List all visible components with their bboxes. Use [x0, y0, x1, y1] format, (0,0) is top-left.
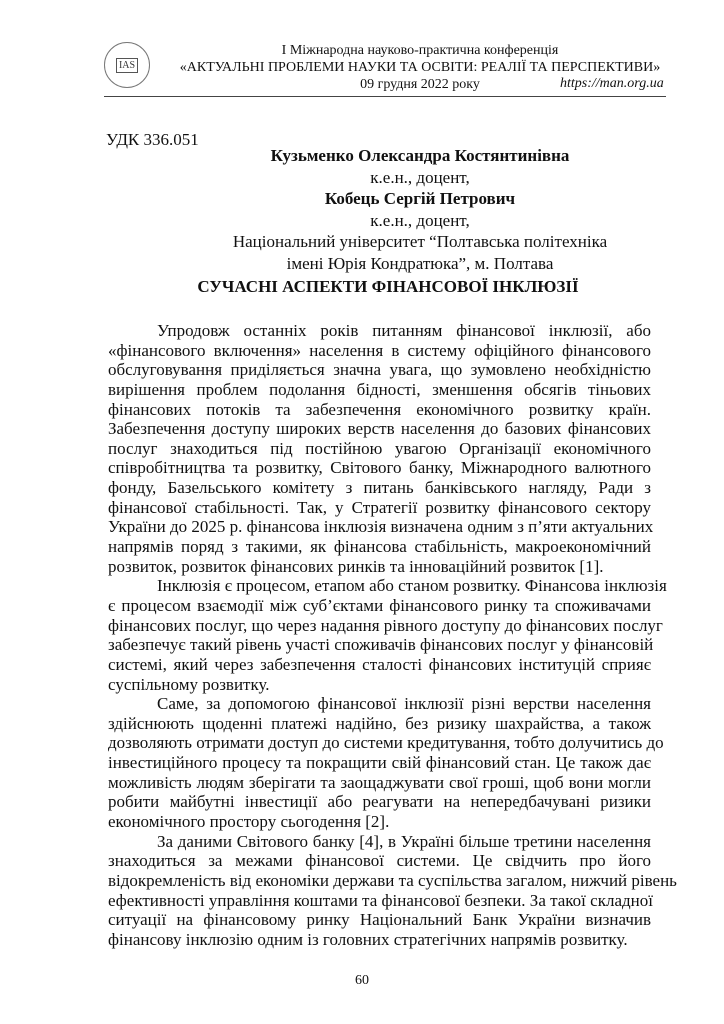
text-line: співробітництва та розвитку, Світового банку, Міжнародного валютного [108, 458, 651, 478]
text-line: Забезпечення доступу широких верств населення до базових фінансових [108, 419, 651, 439]
text-line: напрямів поряд з такими, як фінансова стабільність, макроекономічний [108, 537, 651, 557]
text-line: є процесом взаємодії між суб’єктами фінансового ринку та споживачами [108, 595, 651, 615]
article-body [108, 321, 677, 950]
udk-code: УДК 336.051 [106, 130, 199, 149]
text-line: Саме, за допомогою фінансової інклюзії різні верстви населення [157, 694, 651, 714]
text-line: розвиток, розвиток фінансових ринків та інноваційний розвиток [1]. [108, 556, 604, 576]
text-line: економічного простору сьогодення [2]. [108, 812, 390, 832]
text-line: інвестиційного процесу та покращити свій фінансовий стан. Це також дає [108, 753, 651, 773]
affiliation-line: імені Юрія Кондратюка”, м. Полтава [286, 253, 554, 273]
article-title: СУЧАСНІ АСПЕКТИ ФІНАНСОВОЇ ІНКЛЮЗІЇ [197, 277, 579, 296]
text-line: здійснюють щоденні платежі надійно, без ризику шахрайства, а також [108, 713, 651, 733]
conference-name: І Міжнародна науково-практична конференція [281, 43, 559, 58]
author-degree: к.е.н., доцент, [370, 210, 470, 230]
text-line: Упродовж останніх років питанням фінансової інклюзії, або [157, 321, 651, 340]
text-line: фінансових потоків та забезпечення економічного розвитку країн. [108, 399, 651, 419]
author-name: Кузьменко Олександра Костянтинівна [270, 146, 570, 165]
text-line: України до 2025 р. фінансова інклюзія визначена одним з п’яти актуальних [108, 517, 654, 537]
author-block [120, 145, 720, 274]
text-line: ситуації на фінансовому ринку Національний Банк України визначив [108, 910, 651, 930]
affiliation-line: Національний університет “Полтавська політехніка [232, 232, 608, 251]
text-line: дозволяють отримати доступ до системи кредитування, тобто долучитись до [108, 733, 664, 753]
text-line: ефективності управління коштами та фінансової безпеки. За такої складної [108, 890, 653, 910]
text-line: забезпечує такий рівень участі споживачів фінансових послуг у фінансовій [108, 635, 654, 655]
text-line: суспільному розвитку. [108, 674, 270, 694]
conference-date: 09 грудня 2022 року [360, 77, 480, 92]
conference-logo [104, 42, 150, 88]
text-line: обслуговування приділяється значна увага, що зумовлено необхідністю [108, 360, 651, 380]
text-line: відокремленість від економіки держави та суспільства загалом, нижчий рівень [108, 870, 677, 890]
text-line: Інклюзія є процесом, етапом або станом розвитку. Фінансова інклюзія [157, 576, 667, 596]
text-line: системі, який через забезпечення сталості фінансових інституцій сприяє [108, 654, 651, 674]
author-name: Кобець Сергій Петрович [324, 189, 516, 208]
text-line: послуг знаходиться під постійною увагою Організації економічного [108, 438, 651, 458]
paragraph [108, 321, 654, 576]
text-line: «фінансового включення» населення в систему офіційного фінансового [108, 340, 651, 360]
text-line: фонду, Базельського комітету з питань банківського нагляду, Ради з [108, 478, 651, 498]
conference-title: «АКТУАЛЬНІ ПРОБЛЕМИ НАУКИ ТА ОСВІТИ: РЕАЛІЇ ТА ПЕРСПЕКТИВИ» [179, 60, 661, 75]
text-line: фінансової стабільності. Так, у Стратегії розвитку фінансового сектору [108, 497, 651, 517]
author-degree: к.е.н., доцент, [370, 167, 470, 187]
paragraph [108, 694, 664, 832]
paragraph [108, 576, 667, 694]
text-line: робити майбутні інвестиції або реагувати на непередбачувані ризики [108, 792, 651, 812]
text-line: знаходиться за межами фінансової системи. Це свідчить про його [108, 851, 651, 871]
page-number: 60 [355, 973, 369, 988]
paragraph [108, 831, 677, 950]
text-line: вирішення проблем подолання бідності, зменшення обсягів тіньових [108, 379, 651, 399]
header-divider [104, 96, 666, 97]
text-line: фінансову інклюзію одним із головних стратегічних напрямів розвитку. [108, 929, 628, 949]
text-line: можливість людям зберігати та заощаджувати свої гроші, щоб вони могли [108, 772, 651, 792]
logo-text: IAS [116, 58, 138, 73]
conference-url[interactable]: https://man.org.ua [560, 76, 664, 91]
text-line: За даними Світового банку [4], в Україні більше третини населення [157, 831, 651, 851]
text-line: фінансових послуг, що через надання рівного доступу до фінансових послуг [108, 615, 663, 635]
